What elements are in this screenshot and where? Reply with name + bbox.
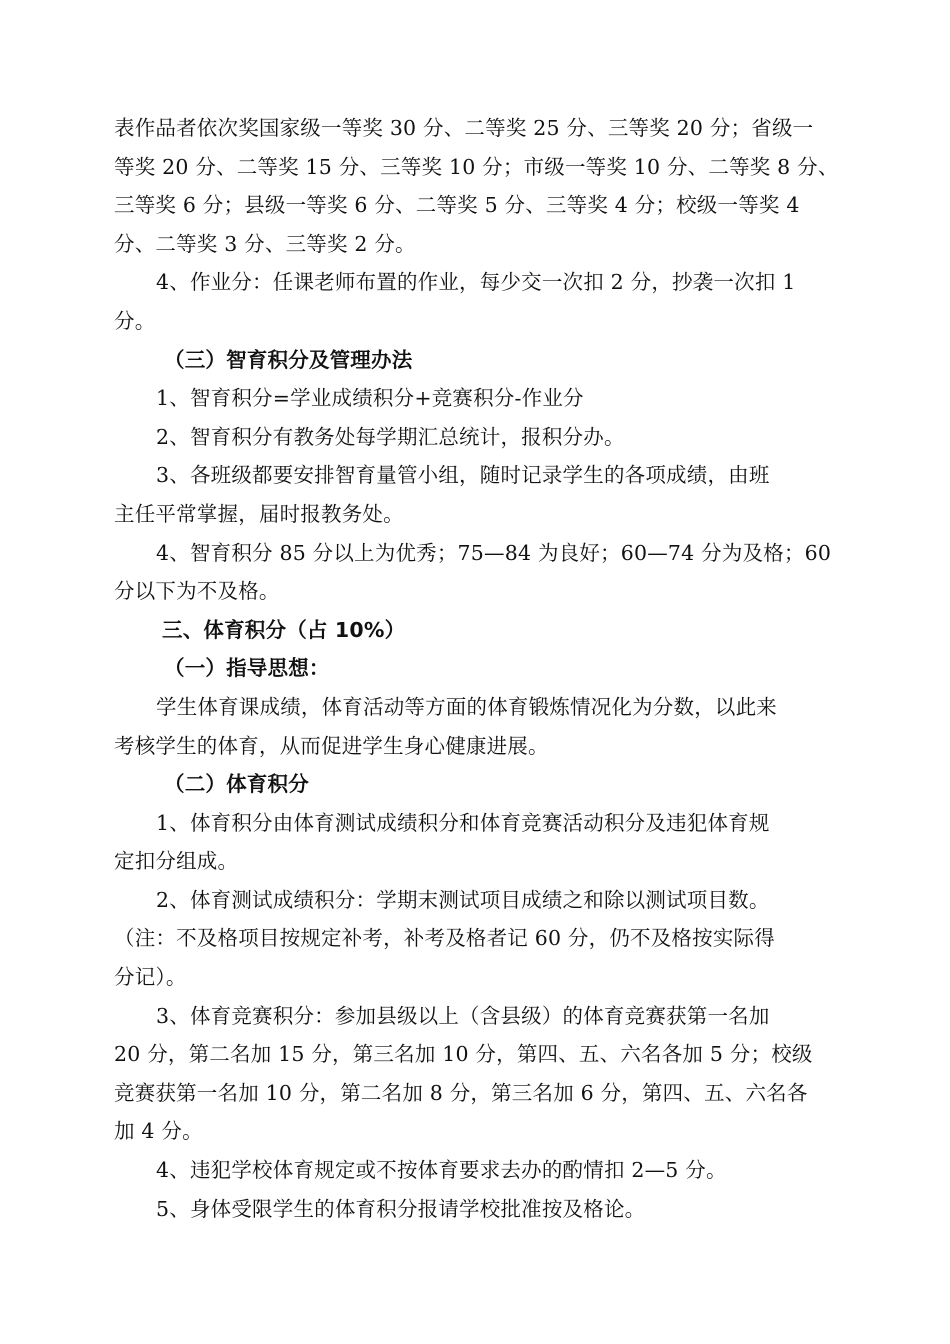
body-line: 考核学生的体育，从而促进学生身心健康进展。 <box>114 733 549 758</box>
body-line: 表作品者依次奖国家级一等奖 30 分、二等奖 25 分、三等奖 20 分；省级一 <box>114 116 814 140</box>
body-line: 分。 <box>114 308 156 333</box>
document-page <box>114 109 842 1228</box>
body-line: 分、二等奖 3 分、三等奖 2 分。 <box>114 231 416 256</box>
body-line: 分记）。 <box>114 965 187 990</box>
paragraph-start-line: 1、智育积分=学业成绩积分+竞赛积分-作业分 <box>156 386 584 411</box>
body-line: （注：不及格项目按规定补考，补考及格者记 60 分，仍不及格按实际得 <box>114 926 775 951</box>
paragraph-start-line: 3、各班级都要安排智育量管小组，随时记录学生的各项成绩，由班 <box>156 463 770 488</box>
subsection-heading: （三）智育积分及管理办法 <box>164 347 413 372</box>
subsection-heading: （二）体育积分 <box>164 772 309 797</box>
section-heading: 三、体育积分（占 10%） <box>162 617 406 642</box>
paragraph-start-line: 1、体育积分由体育测试成绩积分和体育竞赛活动积分及违犯体育规 <box>156 810 770 835</box>
body-line: 定扣分组成。 <box>114 849 239 874</box>
subsection-heading: （一）指导思想： <box>164 656 330 681</box>
paragraph-start-line: 2、体育测试成绩积分：学期末测试项目成绩之和除以测试项目数。 <box>156 887 770 912</box>
body-line: 加 4 分。 <box>114 1119 203 1144</box>
body-line: 主任平常掌握，届时报教务处。 <box>114 501 404 526</box>
paragraph-start-line: 2、智育积分有教务处每学期汇总统计，报积分办。 <box>156 424 625 449</box>
body-line: 分以下为不及格。 <box>114 579 280 604</box>
body-line: 20 分，第二名加 15 分，第三名加 10 分，第四、五、六名各加 5 分；校级 <box>114 1042 813 1067</box>
paragraph-start-line: 4、智育积分 85 分以上为优秀；75—84 为良好；60—74 分为及格；60 <box>156 540 832 565</box>
paragraph-start-line: 学生体育课成绩，体育活动等方面的体育锻炼情况化为分数，以此来 <box>156 694 777 719</box>
body-line: 等奖 20 分、二等奖 15 分、三等奖 10 分；市级一等奖 10 分、二等奖 8 分、 <box>114 154 839 179</box>
paragraph-start-line: 3、体育竞赛积分：参加县级以上（含县级）的体育竞赛获第一名加 <box>156 1003 770 1028</box>
body-line: 三等奖 6 分；县级一等奖 6 分、二等奖 5 分、三等奖 4 分；校级一等奖 4 <box>114 193 800 218</box>
paragraph-start-line: 5、身体受限学生的体育积分报请学校批准按及格论。 <box>156 1196 646 1221</box>
paragraph-start-line: 4、作业分：任课老师布置的作业，每少交一次扣 2 分，抄袭一次扣 1 <box>156 270 796 295</box>
body-line: 竞赛获第一名加 10 分，第二名加 8 分，第三名加 6 分，第四、五、六名各 <box>114 1080 808 1105</box>
paragraph-start-line: 4、违犯学校体育规定或不按体育要求去办的酌情扣 2—5 分。 <box>156 1158 727 1183</box>
